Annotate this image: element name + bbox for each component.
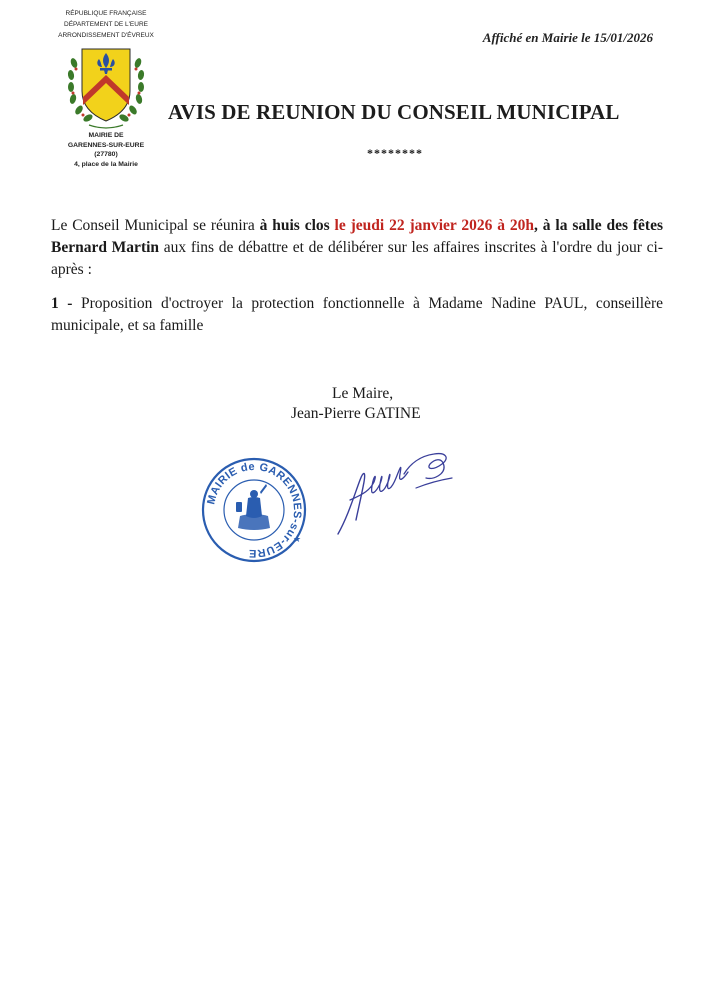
municipal-header <box>50 8 162 169</box>
para-venue: , à la salle des fêtes Bernard Martin <box>51 217 663 256</box>
official-stamp-icon <box>200 456 308 564</box>
page-title: AVIS DE REUNION DU CONSEIL MUNICIPAL <box>168 100 620 124</box>
signatory-role: Le Maire, <box>332 385 394 402</box>
signature-icon <box>330 444 460 544</box>
header-postal: (27780) <box>94 151 118 158</box>
agenda-item-number: 1 - <box>51 295 73 312</box>
meeting-paragraph <box>51 215 663 281</box>
header-department: DÉPARTEMENT DE L'EURE <box>64 21 148 28</box>
header-republic: RÉPUBLIQUE FRANÇAISE <box>65 10 147 17</box>
header-arrondissement: ARRONDISSEMENT D'ÉVREUX <box>58 32 154 39</box>
signatory-name: Jean-Pierre GATINE <box>291 405 421 422</box>
agenda-item <box>51 293 663 337</box>
posted-date: Affiché en Mairie le 15/01/2026 <box>482 30 653 45</box>
coat-of-arms-icon <box>64 43 148 129</box>
para-text-1: Le Conseil Municipal se réunira <box>51 217 260 234</box>
svg-text:★: ★ <box>293 535 302 545</box>
para-closed-session: à huis clos <box>259 217 330 234</box>
para-meeting-date: le jeudi 22 janvier 2026 à 20h <box>334 217 535 234</box>
header-address: 4, place de la Mairie <box>74 160 138 168</box>
para-text-2: aux fins de débattre et de délibérer sur les affaires inscrites à l'ordre du jour ci-après : <box>51 239 663 278</box>
svg-text:MAIRIE de GARENNES-sur-EURE: MAIRIE de GARENNES-sur-EURE <box>205 460 304 560</box>
title-separator: ******** <box>367 146 423 160</box>
header-commune: GARENNES-SUR-EURE <box>67 141 145 149</box>
header-mairie: MAIRIE DE <box>88 132 124 139</box>
agenda-item-text: Proposition d'octroyer la protection fonctionnelle à Madame Nadine PAUL, conseillère municipale, et sa famille <box>51 295 663 334</box>
